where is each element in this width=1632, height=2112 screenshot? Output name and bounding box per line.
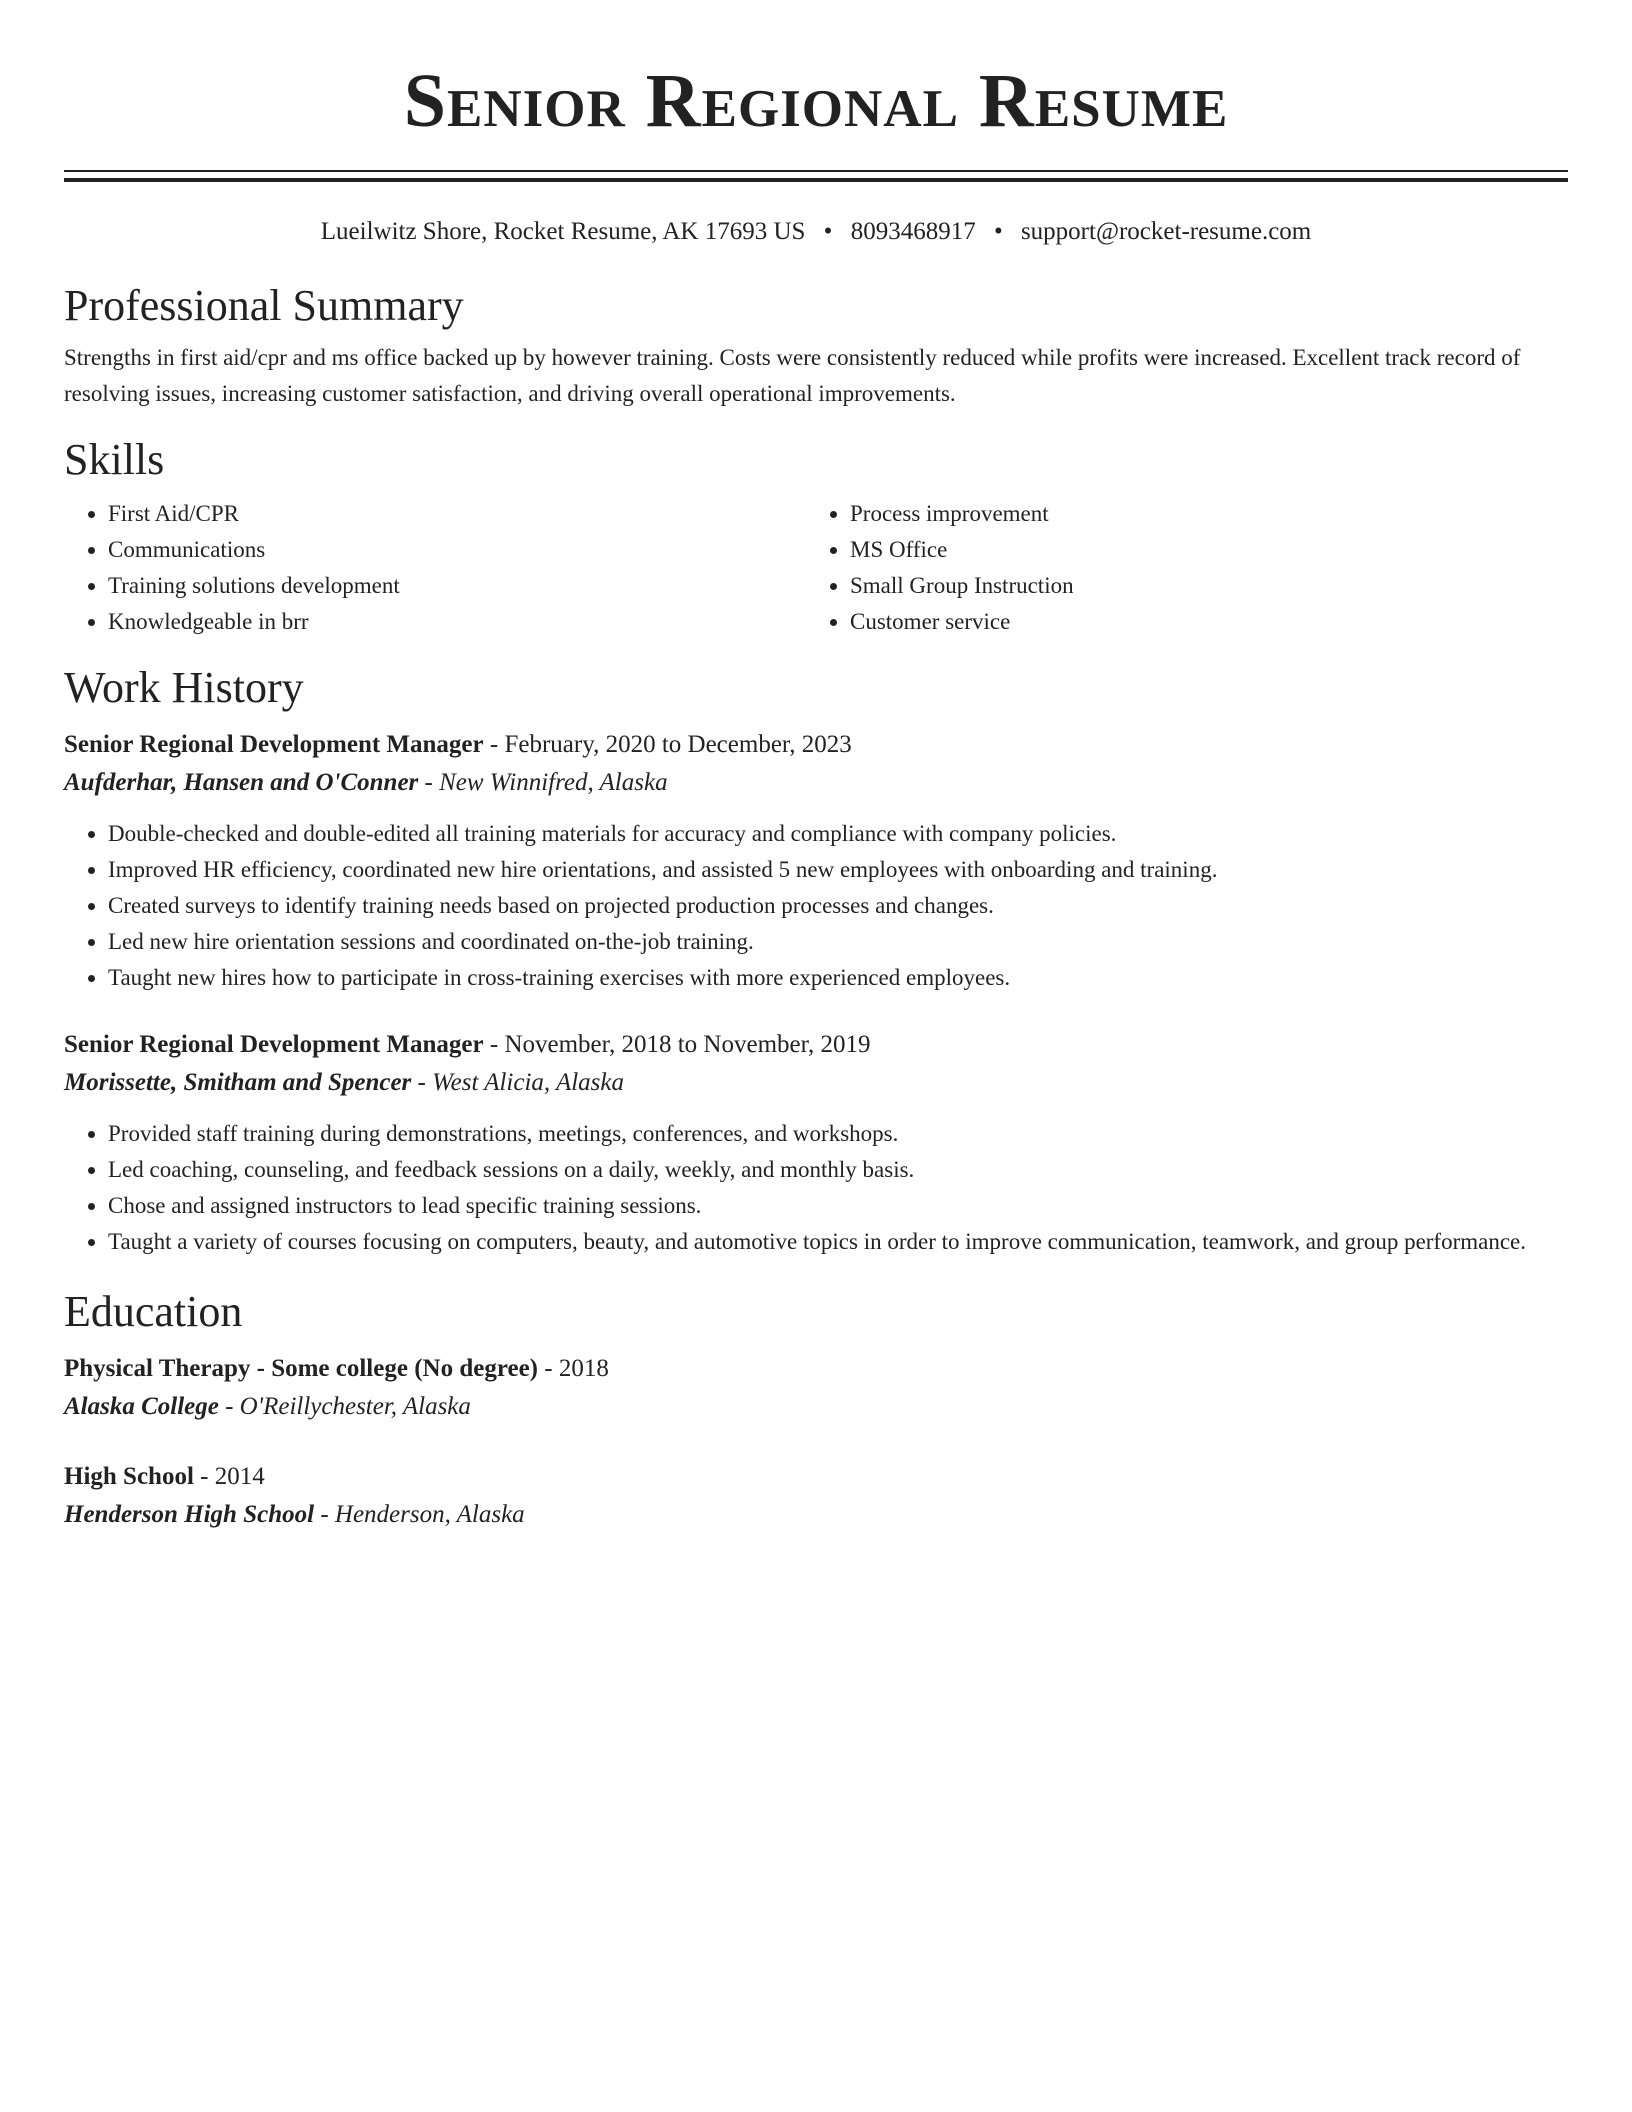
job-title: Senior Regional Development Manager [64, 731, 484, 758]
education-year: - 2018 [538, 1355, 609, 1382]
education-school-line [64, 1388, 1568, 1426]
education-school-line [64, 1496, 1568, 1534]
education-entry [64, 1458, 1568, 1534]
job-bullets [64, 816, 1568, 996]
skill-item: • Communications [108, 532, 806, 568]
job-title-line [64, 726, 1568, 764]
skills-list [64, 496, 1568, 640]
job-entry [64, 1026, 1568, 1260]
job-bullet: • Created surveys to identify training needs based on projected production processes and changes. [108, 888, 1568, 924]
job-entry [64, 726, 1568, 996]
resume-title: Senior Regional Resume [403, 59, 1229, 143]
education-year: - 2014 [193, 1463, 265, 1490]
skills-heading: Skills [64, 435, 165, 484]
job-title: Senior Regional Development Manager [64, 1031, 484, 1058]
skills-column-left [64, 496, 806, 640]
job-bullet: • Double-checked and double-edited all training materials for accuracy and compliance with company policies. [108, 816, 1568, 852]
skill-item: • MS Office [850, 532, 1548, 568]
job-company: Aufderhar, Hansen and O'Conner [64, 769, 419, 796]
job-bullet: • Led coaching, counseling, and feedback sessions on a daily, weekly, and monthly basis. [108, 1152, 1568, 1188]
job-company-line [64, 764, 1568, 802]
job-location: - New Winnifred, Alaska [418, 769, 668, 796]
title-divider-thick [64, 178, 1568, 182]
skills-column-right [806, 496, 1548, 640]
contact-separator: • [823, 218, 833, 245]
job-bullet: • Led new hire orientation sessions and coordinated on-the-job training. [108, 924, 1568, 960]
job-dates: - February, 2020 to December, 2023 [483, 731, 852, 758]
skill-item: • Knowledgeable in brr [108, 604, 806, 640]
title-divider-thin [64, 170, 1568, 172]
contact-separator: • [993, 218, 1003, 245]
summary-heading: Professional Summary [64, 281, 464, 330]
skill-item: • Training solutions development [108, 568, 806, 604]
skill-item: • Customer service [850, 604, 1548, 640]
education-degree: Physical Therapy - Some college (No degree) [64, 1355, 538, 1382]
job-company-line [64, 1064, 1568, 1102]
work-history-heading: Work History [64, 663, 304, 712]
job-bullet: • Provided staff training during demonstrations, meetings, conferences, and workshops. [108, 1116, 1568, 1152]
job-bullet: • Taught new hires how to participate in cross-training exercises with more experienced employees. [108, 960, 1568, 996]
education-degree: High School [64, 1463, 194, 1490]
summary-text: Strengths in first aid/cpr and ms office backed up by however training. Costs were consistently reduced while profits were increased. Excellent track record of resolving issues, increasing customer satisfaction, and driving overall operational improvements. [64, 345, 1521, 406]
education-school: Henderson High School [64, 1501, 315, 1528]
skill-item: • Small Group Instruction [850, 568, 1548, 604]
education-school: Alaska College [64, 1393, 219, 1420]
contact-line [64, 216, 1568, 248]
contact-address: Lueilwitz Shore, Rocket Resume, AK 17693 US [320, 218, 806, 245]
education-entry [64, 1350, 1568, 1426]
education-location: - Henderson, Alaska [314, 1501, 525, 1528]
job-bullets [64, 1116, 1568, 1260]
education-location: - O'Reillychester, Alaska [218, 1393, 471, 1420]
job-title-line [64, 1026, 1568, 1064]
job-bullet: • Chose and assigned instructors to lead specific training sessions. [108, 1188, 1568, 1224]
job-company: Morissette, Smitham and Spencer [64, 1069, 412, 1096]
contact-email: support@rocket-resume.com [1020, 218, 1312, 245]
job-bullet: • Taught a variety of courses focusing on computers, beauty, and automotive topics in order to improve communication, teamwork, and group performance. [108, 1224, 1568, 1260]
job-dates: - November, 2018 to November, 2019 [483, 1031, 871, 1058]
skill-item: • First Aid/CPR [108, 496, 806, 532]
education-degree-line [64, 1458, 1568, 1496]
education-degree-line [64, 1350, 1568, 1388]
job-location: - West Alicia, Alaska [411, 1069, 624, 1096]
skill-item: • Process improvement [850, 496, 1548, 532]
job-bullet: • Improved HR efficiency, coordinated new hire orientations, and assisted 5 new employees with onboarding and training. [108, 852, 1568, 888]
contact-phone: 8093468917 [850, 218, 976, 245]
education-heading: Education [64, 1287, 243, 1336]
